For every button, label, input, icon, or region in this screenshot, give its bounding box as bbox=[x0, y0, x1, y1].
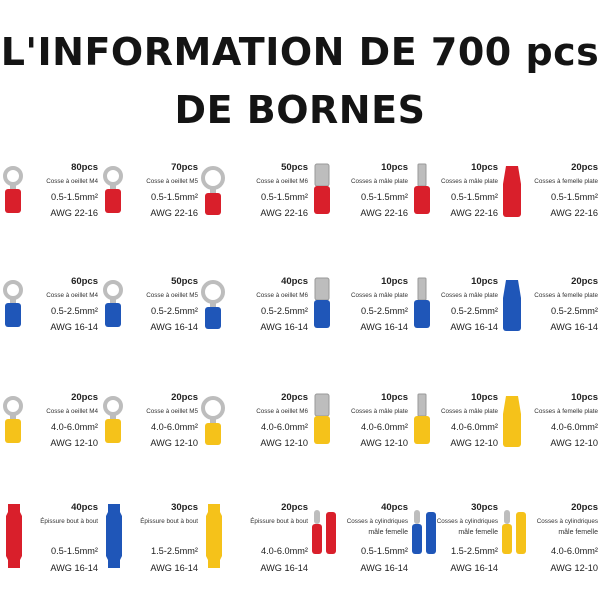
wire-range: 0.5-2.5mm² bbox=[551, 306, 598, 316]
insulator bbox=[5, 419, 21, 443]
wire-range: 0.5-1.5mm² bbox=[51, 192, 98, 202]
terminal-illustration bbox=[200, 162, 230, 232]
wire-range: 1.5-2.5mm² bbox=[151, 546, 198, 556]
wire-range: 0.5-1.5mm² bbox=[451, 192, 498, 202]
terminal-cell bbox=[0, 502, 100, 612]
awg-range: AWG 12-10 bbox=[360, 438, 408, 448]
bullet-insulator-1 bbox=[412, 524, 422, 554]
quantity-label: 40pcs bbox=[71, 502, 98, 513]
insulator bbox=[205, 193, 221, 215]
quantity-label: 70pcs bbox=[171, 162, 198, 173]
wire-range: 0.5-1.5mm² bbox=[551, 192, 598, 202]
awg-range: AWG 22-16 bbox=[360, 208, 408, 218]
terminal-cell bbox=[0, 392, 100, 502]
terminal-illustration bbox=[0, 502, 30, 572]
terminal-description: Épissure bout à bout bbox=[250, 518, 308, 525]
bullet-insulator-1 bbox=[502, 524, 512, 554]
metal-receptacle bbox=[315, 164, 329, 186]
awg-range: AWG 12-10 bbox=[50, 438, 98, 448]
awg-range: AWG 16-14 bbox=[450, 322, 498, 332]
awg-range: AWG 16-14 bbox=[50, 563, 98, 573]
terminal-cell bbox=[100, 162, 200, 272]
terminal-illustration bbox=[410, 162, 440, 232]
awg-range: AWG 16-14 bbox=[260, 322, 308, 332]
insulator bbox=[414, 300, 430, 328]
quantity-label: 20pcs bbox=[571, 502, 598, 513]
awg-range: AWG 22-16 bbox=[150, 208, 198, 218]
terminal-illustration bbox=[500, 276, 530, 346]
awg-range: AWG 16-14 bbox=[360, 322, 408, 332]
terminal-cell bbox=[500, 276, 600, 386]
wire-range: 0.5-2.5mm² bbox=[261, 306, 308, 316]
terminal-illustration bbox=[200, 392, 230, 462]
quantity-label: 20pcs bbox=[281, 392, 308, 403]
terminal-description: Épissure bout à bout bbox=[140, 518, 198, 525]
terminal-cell bbox=[410, 162, 500, 272]
awg-range: AWG 12-10 bbox=[260, 438, 308, 448]
quantity-label: 30pcs bbox=[171, 502, 198, 513]
wire-range: 4.0-6.0mm² bbox=[451, 422, 498, 432]
wire-range: 4.0-6.0mm² bbox=[361, 422, 408, 432]
quantity-label: 60pcs bbox=[71, 276, 98, 287]
bullet-metal-1 bbox=[414, 510, 420, 524]
ring-eye bbox=[203, 398, 223, 418]
insulator bbox=[414, 416, 430, 444]
wire-range: 0.5-1.5mm² bbox=[361, 546, 408, 556]
awg-range: AWG 16-14 bbox=[260, 563, 308, 573]
metal-blade bbox=[418, 278, 426, 300]
insulator bbox=[6, 504, 22, 568]
quantity-label: 50pcs bbox=[171, 276, 198, 287]
terminal-cell bbox=[410, 392, 500, 502]
insulator bbox=[105, 189, 121, 213]
terminal-cell bbox=[310, 392, 410, 502]
metal-receptacle bbox=[315, 394, 329, 416]
terminal-illustration bbox=[500, 502, 530, 572]
terminal-illustration bbox=[100, 392, 130, 462]
bullet-insulator-1 bbox=[312, 524, 322, 554]
quantity-label: 40pcs bbox=[281, 276, 308, 287]
awg-range: AWG 16-14 bbox=[150, 563, 198, 573]
terminal-illustration bbox=[410, 502, 440, 572]
terminal-illustration bbox=[0, 162, 30, 232]
quantity-label: 20pcs bbox=[571, 276, 598, 287]
terminal-cell bbox=[500, 502, 600, 612]
awg-range: AWG 12-10 bbox=[150, 438, 198, 448]
terminal-description: Cosse à oeillet M4 bbox=[46, 292, 98, 299]
quantity-label: 20pcs bbox=[281, 502, 308, 513]
terminal-cell bbox=[310, 502, 410, 612]
awg-range: AWG 22-16 bbox=[260, 208, 308, 218]
terminal-description: Cosses à cylindriques bbox=[436, 518, 498, 525]
bullet-insulator-2 bbox=[516, 512, 526, 554]
metal-blade bbox=[418, 394, 426, 416]
terminal-description: Cosses à femelle plate bbox=[534, 292, 598, 299]
bullet-insulator-2 bbox=[326, 512, 336, 554]
insulator bbox=[503, 166, 521, 217]
quantity-label: 20pcs bbox=[71, 392, 98, 403]
terminal-description-line2: mâle femelle bbox=[368, 529, 408, 536]
terminal-illustration bbox=[310, 392, 340, 462]
awg-range: AWG 22-16 bbox=[450, 208, 498, 218]
insulator bbox=[205, 423, 221, 445]
terminal-description-line2: mâle femelle bbox=[458, 529, 498, 536]
bullet-metal-1 bbox=[314, 510, 320, 524]
metal-receptacle bbox=[315, 278, 329, 300]
terminal-cell bbox=[200, 392, 310, 502]
terminal-description: Épissure bout à bout bbox=[40, 518, 98, 525]
terminal-illustration bbox=[200, 276, 230, 346]
terminal-description: Cosses à mâle plate bbox=[440, 178, 498, 185]
terminal-description: Cosse à oeillet M5 bbox=[146, 292, 198, 299]
terminal-description: Cosse à oeillet M6 bbox=[256, 292, 308, 299]
wire-range: 0.5-1.5mm² bbox=[261, 192, 308, 202]
insulator bbox=[314, 300, 330, 328]
wire-range: 0.5-1.5mm² bbox=[51, 546, 98, 556]
insulator bbox=[503, 396, 521, 447]
terminal-illustration bbox=[0, 392, 30, 462]
quantity-label: 10pcs bbox=[471, 276, 498, 287]
terminal-description: Cosse à oeillet M6 bbox=[256, 178, 308, 185]
bullet-insulator-2 bbox=[426, 512, 436, 554]
terminal-description: Cosse à oeillet M5 bbox=[146, 408, 198, 415]
terminal-description: Cosses à femelle plate bbox=[534, 408, 598, 415]
terminal-cell bbox=[100, 276, 200, 386]
awg-range: AWG 12-10 bbox=[450, 438, 498, 448]
insulator bbox=[5, 189, 21, 213]
terminal-description: Cosse à oeillet M6 bbox=[256, 408, 308, 415]
wire-range: 0.5-1.5mm² bbox=[151, 192, 198, 202]
wire-range: 1.5-2.5mm² bbox=[451, 546, 498, 556]
terminal-illustration bbox=[500, 392, 530, 462]
quantity-label: 10pcs bbox=[571, 392, 598, 403]
ring-eye bbox=[5, 398, 21, 414]
terminal-description: Cosses à mâle plate bbox=[350, 292, 408, 299]
terminal-cell bbox=[100, 392, 200, 502]
quantity-label: 50pcs bbox=[281, 162, 308, 173]
terminal-cell bbox=[0, 162, 100, 272]
wire-range: 4.0-6.0mm² bbox=[551, 546, 598, 556]
ring-eye bbox=[105, 398, 121, 414]
ring-eye bbox=[105, 282, 121, 298]
terminal-description: Cosses à femelle plate bbox=[534, 178, 598, 185]
insulator bbox=[414, 186, 430, 214]
awg-range: AWG 12-10 bbox=[550, 563, 598, 573]
terminal-description: Cosse à oeillet M4 bbox=[46, 178, 98, 185]
quantity-label: 10pcs bbox=[381, 162, 408, 173]
awg-range: AWG 22-16 bbox=[50, 208, 98, 218]
insulator bbox=[106, 504, 122, 568]
terminal-description-line2: mâle femelle bbox=[558, 529, 598, 536]
insulator bbox=[105, 303, 121, 327]
terminal-illustration bbox=[0, 276, 30, 346]
quantity-label: 40pcs bbox=[381, 502, 408, 513]
awg-range: AWG 16-14 bbox=[450, 563, 498, 573]
metal-blade bbox=[418, 164, 426, 186]
ring-eye bbox=[5, 282, 21, 298]
quantity-label: 20pcs bbox=[571, 162, 598, 173]
wire-range: 4.0-6.0mm² bbox=[151, 422, 198, 432]
wire-range: 0.5-2.5mm² bbox=[51, 306, 98, 316]
terminal-cell bbox=[200, 162, 310, 272]
wire-range: 4.0-6.0mm² bbox=[551, 422, 598, 432]
terminal-cell bbox=[200, 276, 310, 386]
wire-range: 0.5-1.5mm² bbox=[361, 192, 408, 202]
terminal-cell bbox=[100, 502, 200, 612]
terminal-illustration bbox=[410, 276, 440, 346]
terminal-illustration bbox=[500, 162, 530, 232]
terminal-description: Cosses à cylindriques bbox=[536, 518, 598, 525]
wire-range: 0.5-2.5mm² bbox=[151, 306, 198, 316]
insulator bbox=[314, 186, 330, 214]
terminal-description: Cosse à oeillet M5 bbox=[146, 178, 198, 185]
terminal-cell bbox=[200, 502, 310, 612]
wire-range: 4.0-6.0mm² bbox=[51, 422, 98, 432]
terminal-illustration bbox=[310, 502, 340, 572]
awg-range: AWG 16-14 bbox=[50, 322, 98, 332]
wire-range: 4.0-6.0mm² bbox=[261, 546, 308, 556]
terminal-illustration bbox=[100, 502, 130, 572]
awg-range: AWG 12-10 bbox=[550, 438, 598, 448]
page-title-line1: L'INFORMATION DE 700 pcs bbox=[0, 30, 600, 74]
awg-range: AWG 16-14 bbox=[150, 322, 198, 332]
insulator bbox=[105, 419, 121, 443]
terminal-illustration bbox=[410, 392, 440, 462]
terminal-cell bbox=[310, 162, 410, 272]
awg-range: AWG 22-16 bbox=[550, 208, 598, 218]
terminal-description: Cosses à cylindriques bbox=[346, 518, 408, 525]
wire-range: 4.0-6.0mm² bbox=[261, 422, 308, 432]
terminal-illustration bbox=[100, 276, 130, 346]
quantity-label: 10pcs bbox=[471, 392, 498, 403]
ring-eye bbox=[105, 168, 121, 184]
ring-eye bbox=[203, 282, 223, 302]
terminal-illustration bbox=[200, 502, 230, 572]
wire-range: 0.5-2.5mm² bbox=[451, 306, 498, 316]
terminal-cell bbox=[310, 276, 410, 386]
quantity-label: 10pcs bbox=[381, 276, 408, 287]
quantity-label: 20pcs bbox=[171, 392, 198, 403]
terminal-illustration bbox=[100, 162, 130, 232]
terminal-description: Cosses à mâle plate bbox=[440, 292, 498, 299]
terminal-cell bbox=[0, 276, 100, 386]
terminal-cell bbox=[410, 276, 500, 386]
insulator bbox=[314, 416, 330, 444]
quantity-label: 30pcs bbox=[471, 502, 498, 513]
terminal-description: Cosses à mâle plate bbox=[440, 408, 498, 415]
insulator bbox=[503, 280, 521, 331]
awg-range: AWG 16-14 bbox=[360, 563, 408, 573]
wire-range: 0.5-2.5mm² bbox=[361, 306, 408, 316]
terminal-description: Cosses à mâle plate bbox=[350, 408, 408, 415]
ring-eye bbox=[5, 168, 21, 184]
quantity-label: 10pcs bbox=[471, 162, 498, 173]
terminal-illustration bbox=[310, 162, 340, 232]
quantity-label: 80pcs bbox=[71, 162, 98, 173]
terminal-description: Cosses à mâle plate bbox=[350, 178, 408, 185]
terminal-description: Cosse à oeillet M4 bbox=[46, 408, 98, 415]
insulator bbox=[206, 504, 222, 568]
terminal-cell bbox=[500, 392, 600, 502]
awg-range: AWG 16-14 bbox=[550, 322, 598, 332]
bullet-metal-1 bbox=[504, 510, 510, 524]
terminal-cell bbox=[500, 162, 600, 272]
terminal-cell bbox=[410, 502, 500, 612]
insulator bbox=[205, 307, 221, 329]
ring-eye bbox=[203, 168, 223, 188]
terminal-illustration bbox=[310, 276, 340, 346]
quantity-label: 10pcs bbox=[381, 392, 408, 403]
page-title-line2: DE BORNES bbox=[174, 88, 426, 132]
insulator bbox=[5, 303, 21, 327]
